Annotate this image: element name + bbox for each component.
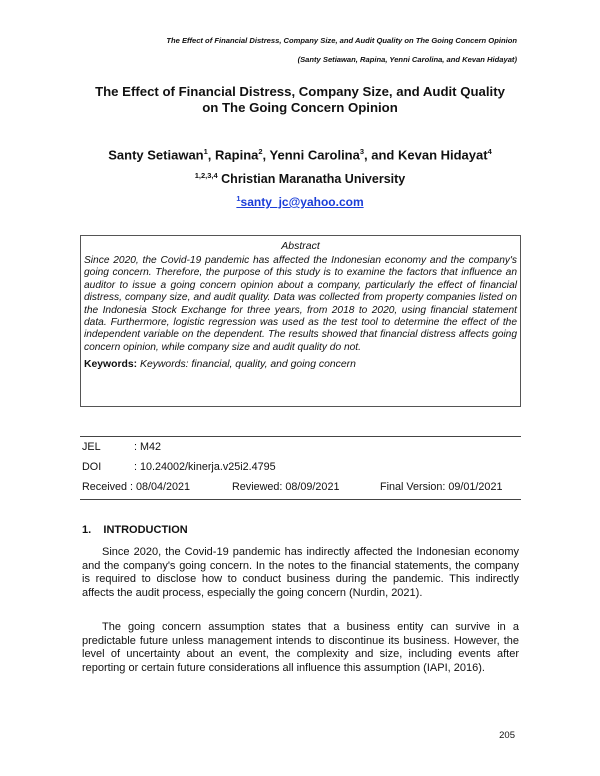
keywords [84, 359, 517, 370]
author-sup: 2 [258, 147, 263, 156]
final-version-date: Final Version: 09/01/2021 [380, 481, 503, 493]
author-list [60, 147, 540, 162]
running-header-authors: (Santy Setiawan, Rapina, Yenni Carolina, and Kevan Hidayat) [297, 55, 517, 64]
meta-top-rule [80, 436, 521, 437]
abstract-heading: Abstract [281, 240, 320, 252]
abstract-box [80, 235, 521, 407]
author-sup: 4 [487, 147, 492, 156]
received-date: Received : 08/04/2021 [82, 481, 191, 493]
author-sep: , and [364, 147, 398, 163]
doi-label: DOI [82, 461, 102, 473]
paper-title [60, 84, 540, 116]
author-sep: , [262, 147, 270, 163]
reviewed-date: Reviewed: 08/09/2021 [232, 481, 340, 493]
section-heading-introduction: 1. INTRODUCTION [82, 524, 188, 536]
email-sup: 1 [236, 194, 241, 203]
paper-title-line-1: The Effect of Financial Distress, Company Size, and Audit Quality [95, 84, 505, 99]
affiliation-sup: 1,2,3,4 [194, 171, 218, 180]
author-sup: 1 [203, 147, 208, 156]
paper-title-line-2: on The Going Concern Opinion [202, 100, 398, 115]
meta-bottom-rule [80, 499, 521, 500]
page-number: 205 [499, 730, 515, 741]
author-sup: 3 [359, 147, 365, 156]
affiliation-name: Christian Maranatha University [221, 172, 406, 187]
intro-paragraph-2: The going concern assumption states that a business entity can survive in a predictable future unless management intends to discontinue its business. However, the level of uncertainty about an event, the complexity and size, including events after reporting or certain future considerations all influence this assumption (IAPI, 2016). [82, 621, 519, 675]
author-name: Santy Setiawan [108, 147, 204, 163]
email-address[interactable]: santy_jc@yahoo.com [240, 195, 364, 209]
running-header-title: The Effect of Financial Distress, Company Size, and Audit Quality on The Going Concern Opinion [166, 36, 517, 45]
intro-paragraph-1: Since 2020, the Covid-19 pandemic has indirectly affected the Indonesian economy and the company's going concern. In the notes to the financial statements, the company is required to disclose how to conduct business during the pandemic. This indirectly affects the audit process, especially the going concern (Nurdin, 2021). [82, 546, 519, 600]
author-sep: , [207, 147, 216, 163]
doi-value[interactable]: : 10.24002/kinerja.v25i2.4795 [134, 461, 276, 473]
keywords-label: Keywords: [84, 359, 138, 371]
jel-value: : M42 [134, 441, 162, 453]
jel-label: JEL [82, 441, 101, 453]
author-name: Yenni Carolina [269, 147, 360, 163]
author-name: Rapina [215, 147, 259, 163]
abstract-text: Since 2020, the Covid-19 pandemic has affected the Indonesian economy and the company's going concern. Therefore, the purpose of this study is to examine the factors that influence an auditor to issue a going concern opinion about a company, particularly the effect of financial distress, company size, and audit quality. Data was collected from property companies listed on the Indonesia Stock Exchange for three years, from 2018 to 2020, using financial statement data. Furthermore, logistic regression was used as the test tool to determine the effect of the independent variable on the dependent. The results showed that financial distress affects going concern opinion, while company size and audit quality do not. [84, 255, 517, 353]
email-link[interactable] [60, 194, 540, 209]
affiliation [60, 171, 540, 186]
keywords-text: Keywords: financial, quality, and going concern [140, 359, 356, 371]
author-name: Kevan Hidayat [397, 147, 488, 163]
